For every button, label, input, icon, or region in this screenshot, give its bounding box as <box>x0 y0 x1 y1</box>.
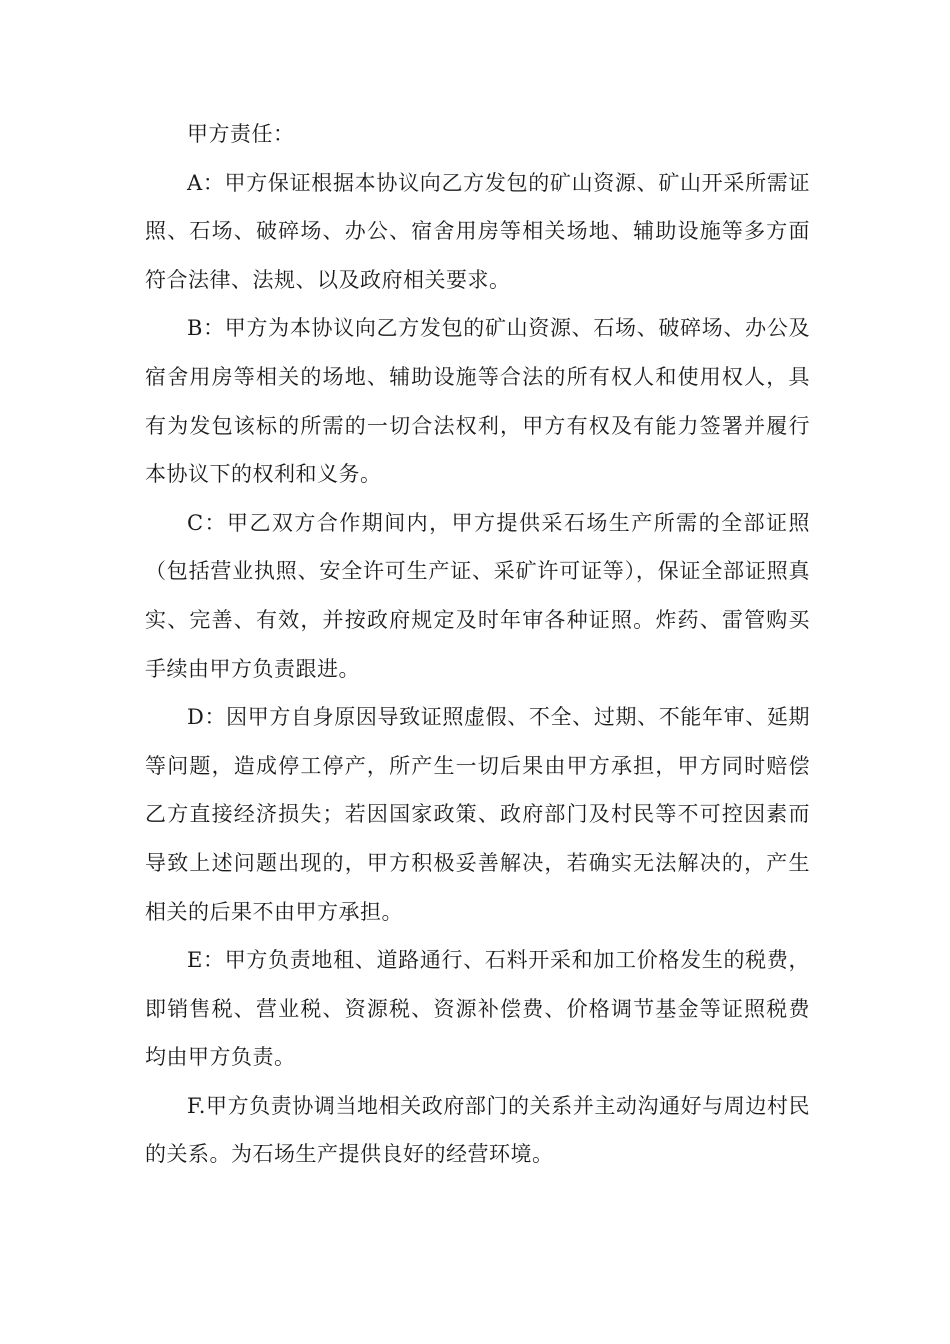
section-heading: 甲方责任： <box>187 122 295 146</box>
clause-d: D：因甲方自身原因导致证照虚假、不全、过期、不能年审、延期等问题，造成停工停产，所产生一切后果由甲方承担，甲方同时赔偿乙方直接经济损失；若因国家政策、政府部门及村民等不可控因素而导致上述问题出现的，甲方积极妥善解决，若确实无法解决的，产生相关的后果不由甲方承担。 <box>145 705 810 924</box>
clause-a: A：甲方保证根据本协议向乙方发包的矿山资源、矿山开采所需证照、石场、破碎场、办公、宿舍用房等相关场地、辅助设施等多方面符合法律、法规、以及政府相关要求。 <box>145 170 810 292</box>
clause-f: F.甲方负责协调当地相关政府部门的关系并主动沟通好与周边村民的关系。为石场生产提供良好的经营环境。 <box>145 1093 810 1167</box>
document-body <box>145 110 810 1179</box>
clause-e: E：甲方负责地租、道路通行、石料开采和加工价格发生的税费，即销售税、营业税、资源税、资源补偿费、价格调节基金等证照税费均由甲方负责。 <box>145 948 810 1070</box>
clause-b: B：甲方为本协议向乙方发包的矿山资源、石场、破碎场、办公及宿舍用房等相关的场地、辅助设施等合法的所有权人和使用权人，具有为发包该标的所需的一切合法权利，甲方有权及有能力签署并履行本协议下的权利和义务。 <box>145 316 810 487</box>
clause-c: C：甲乙双方合作期间内，甲方提供采石场生产所需的全部证照（包括营业执照、安全许可生产证、采矿许可证等），保证全部证照真实、完善、有效，并按政府规定及时年审各种证照。炸药、雷管购买手续由甲方负责跟进。 <box>145 510 810 681</box>
